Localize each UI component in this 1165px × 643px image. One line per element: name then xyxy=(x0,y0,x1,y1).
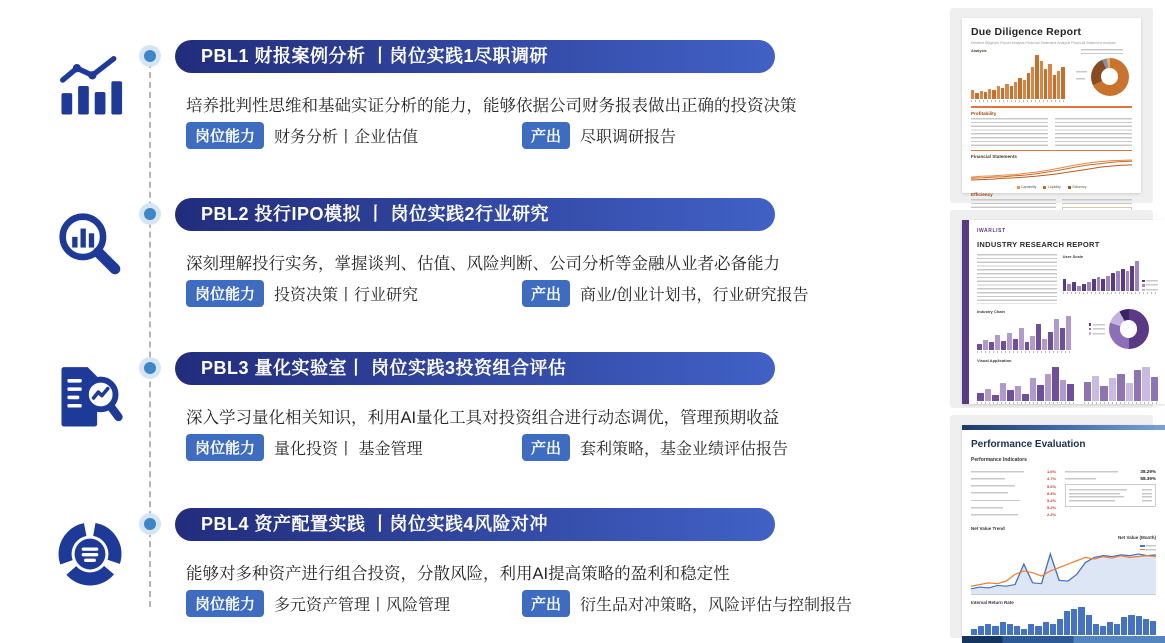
x-axis xyxy=(1063,292,1158,294)
report-title: Performance Evaluation xyxy=(971,439,1086,450)
output-text: 商业/创业计划书，行业研究报告 xyxy=(580,287,809,304)
expense-donut-chart xyxy=(1091,58,1129,96)
ability-group xyxy=(186,122,522,149)
indicator-value: 2.2% xyxy=(1046,512,1057,518)
indicator-value: 38.29% xyxy=(1140,469,1156,475)
visual-application-row xyxy=(977,358,1158,404)
purple-side-band xyxy=(962,220,969,404)
x-axis xyxy=(977,351,1071,353)
due-diligence-page xyxy=(962,18,1141,197)
output-tag: 产出 xyxy=(522,122,570,149)
output-group xyxy=(522,590,852,617)
visual-application-label: Visual Application xyxy=(977,358,1012,363)
output-tag: 产出 xyxy=(522,280,570,307)
ability-tag: 岗位能力 xyxy=(186,590,264,617)
ability-tag: 岗位能力 xyxy=(186,122,264,149)
market-share-donut-chart xyxy=(1109,309,1149,349)
output-text: 套利策略，基金业绩评估报告 xyxy=(580,441,789,458)
indicators-tables xyxy=(971,467,1156,520)
pbl2-tags-row xyxy=(186,280,808,307)
indicator-value: 5.2% xyxy=(1046,505,1057,511)
performance-evaluation-report-card xyxy=(950,415,1156,638)
output-group xyxy=(522,280,808,307)
bar-chart-trend-icon xyxy=(52,48,128,124)
pbl4-description: 能够对多种资产进行组合投资，分散风险，利用AI提高策略的盈利和稳定性 xyxy=(186,565,730,583)
indicator-value: 4.7% xyxy=(1046,476,1057,482)
financial-legend xyxy=(971,185,1132,189)
indicator-value: 5.2% xyxy=(1046,497,1057,503)
ability-group xyxy=(186,434,522,461)
expense-donut-block xyxy=(1064,49,1132,102)
timeline-dot xyxy=(139,513,161,535)
output-tag: 产出 xyxy=(522,590,570,617)
ability-group xyxy=(186,280,522,307)
output-tag: 产出 xyxy=(522,434,570,461)
profitability-text-columns xyxy=(971,118,1132,146)
pbl2-description: 深刻理解投行实务，掌握谈判、估值、风险判断、公司分析等金融从业者必备能力 xyxy=(186,255,780,273)
ability-tag: 岗位能力 xyxy=(186,280,264,307)
industry-research-report-card xyxy=(950,210,1153,408)
pbl3-section xyxy=(0,352,935,472)
pbl1-section xyxy=(0,40,935,160)
timeline-dot xyxy=(139,357,161,379)
report-subtitle: Detailed Diligence Report Analysis Financial Statement Analysis Financial Statement Analysis xyxy=(971,40,1116,45)
financial-line-chart xyxy=(971,159,1132,183)
indicator-value: 58.39% xyxy=(1140,476,1156,482)
x-axis xyxy=(1084,402,1158,404)
indicators-right-column xyxy=(1065,467,1156,520)
pbl1-title-pill: PBL1 财报案例分析 丨岗位实践1尽职调研 xyxy=(175,40,775,73)
text-placeholder xyxy=(1062,199,1132,205)
legend-solvency: Solvency xyxy=(1072,185,1087,189)
interval-return-rate-label: Interval Return Rate xyxy=(971,599,1014,605)
output-text: 衍生品对冲策略，风险评估与控制报告 xyxy=(580,597,853,614)
net-value-trend-label: Net Value Trend xyxy=(971,525,1005,531)
pbl2-section xyxy=(0,198,935,318)
user-scale-legend xyxy=(1142,280,1158,292)
text-placeholder xyxy=(1076,78,1085,82)
pbl2-title-pill: PBL2 投行IPO模拟 丨 岗位实践2行业研究 xyxy=(175,198,775,231)
financial-statements-label: Financial Statements xyxy=(971,154,1017,159)
ability-text: 财务分析丨企业估值 xyxy=(274,129,419,146)
text-placeholder xyxy=(971,118,1048,146)
indicator-value: 8.4% xyxy=(1046,490,1057,496)
analysis-bar-chart xyxy=(971,55,1064,99)
timeline-dot xyxy=(139,45,161,67)
net-value-legend xyxy=(1118,545,1156,551)
performance-evaluation-page xyxy=(962,425,1165,643)
intro-and-user-scale-row xyxy=(977,254,1158,304)
ability-text: 投资决策丨行业研究 xyxy=(274,287,419,304)
text-placeholder xyxy=(977,254,1057,304)
search-chart-icon xyxy=(52,206,128,282)
user-scale-label: User Scale xyxy=(1062,254,1084,259)
net-value-line-chart xyxy=(971,553,1156,595)
analysis-chart-block xyxy=(971,49,1064,102)
indicator-value: 1.6% xyxy=(1046,469,1057,475)
pbl3-tags-row xyxy=(186,434,788,461)
industry-research-page xyxy=(962,220,1165,404)
ability-tag: 岗位能力 xyxy=(186,434,264,461)
report-title: Due Diligence Report xyxy=(971,26,1082,38)
text-placeholder xyxy=(1055,118,1132,146)
ability-text: 量化投资丨 基金管理 xyxy=(274,441,423,458)
indicators-left-column xyxy=(971,467,1056,520)
legend-capability: Capability xyxy=(1021,185,1037,189)
due-diligence-report-card xyxy=(950,8,1153,203)
user-scale-bar-chart xyxy=(1063,261,1139,291)
ability-group xyxy=(186,590,522,617)
pbl4-title-pill: PBL4 资产配置实践 丨岗位实践4风险对冲 xyxy=(175,508,775,541)
industry-chain-row xyxy=(977,309,1158,353)
text-placeholder xyxy=(1081,49,1123,55)
industry-chain-bar-chart xyxy=(977,316,1071,350)
divider xyxy=(971,150,1132,151)
report-title: INDUSTRY RESEARCH REPORT xyxy=(977,240,1100,249)
indicators-mini-table xyxy=(1065,484,1156,506)
pbl3-title-pill: PBL3 量化实验室丨 岗位实践3投资组合评估 xyxy=(175,352,775,385)
x-axis xyxy=(977,402,1074,404)
industry-chain-label: Industry Chain xyxy=(977,309,1006,314)
report-analysis-icon xyxy=(52,360,128,436)
interval-return-bar-chart xyxy=(971,607,1156,635)
profitability-label: Profitability xyxy=(971,110,997,116)
efficiency-label: Efficiency xyxy=(971,192,993,197)
timeline-dot xyxy=(139,203,161,225)
text-placeholder xyxy=(1076,71,1087,75)
pbl4-section xyxy=(0,508,935,628)
output-group xyxy=(522,122,676,149)
visual-application-bar-chart-b xyxy=(1084,367,1158,401)
x-axis xyxy=(971,100,1064,102)
analysis-chart-row xyxy=(971,49,1132,102)
pbl1-description: 培养批判性思维和基础实证分析的能力，能够依据公司财务报表做出正确的投资决策 xyxy=(186,97,797,115)
performance-indicators-label: Performance Indicators xyxy=(971,457,1027,463)
net-value-header-row xyxy=(971,526,1156,551)
legend-liquidity: Liquidity xyxy=(1047,185,1061,189)
output-group xyxy=(522,434,788,461)
visual-application-bar-chart-a xyxy=(977,367,1074,401)
pbl1-tags-row xyxy=(186,122,676,149)
report-brand: IWARLIST xyxy=(977,228,1006,234)
analysis-label: Analysis xyxy=(971,48,987,53)
pbl4-tags-row xyxy=(186,590,852,617)
indicator-value: 5.6% xyxy=(1046,483,1057,489)
market-donut-legend xyxy=(1089,323,1105,335)
footer-gradient-bar xyxy=(962,636,1165,643)
portfolio-donut-icon xyxy=(52,516,128,592)
output-text: 尽职调研报告 xyxy=(580,129,677,146)
ability-text: 多元资产管理丨风险管理 xyxy=(274,597,451,614)
net-value-unit-label: Net Value (Month) xyxy=(1118,534,1156,540)
pbl3-description: 深入学习量化相关知识，利用AI量化工具对投资组合进行动态调优，管理预期收益 xyxy=(186,409,780,427)
divider xyxy=(971,106,1132,108)
